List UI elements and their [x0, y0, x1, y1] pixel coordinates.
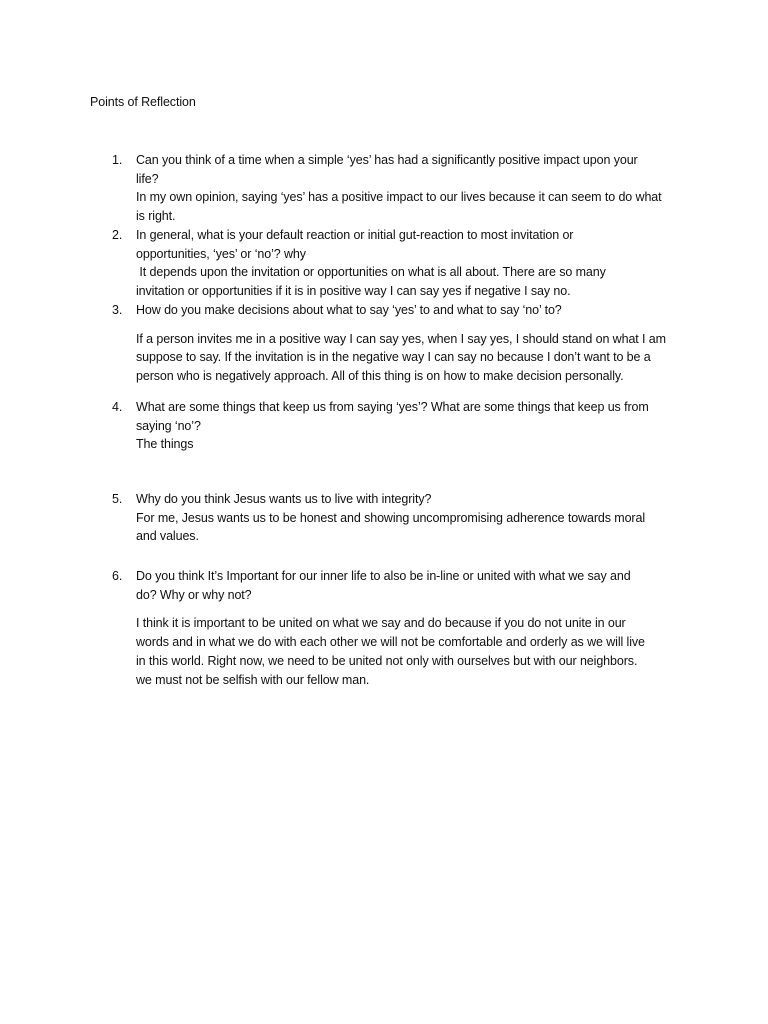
item-number: 5.	[112, 492, 123, 506]
question-line: life?	[136, 171, 159, 186]
item-number: 6.	[112, 569, 123, 583]
item-number: 4.	[112, 400, 123, 414]
question-line: opportunities, ‘yes’ or ‘no’? why	[136, 246, 306, 261]
answer-line: suppose to say. If the invitation is in the negative way I can say no because I don’t want to be a	[136, 350, 651, 365]
item-body	[136, 490, 692, 546]
answer-line: we must not be selfish with our fellow man.	[136, 672, 370, 687]
question-line: do? Why or why not?	[136, 587, 252, 602]
question-line: In general, what is your default reaction or initial gut-reaction to most invitation or	[136, 228, 574, 242]
question-line: What are some things that keep us from saying ‘yes’? What are some things that keep us from	[136, 400, 649, 414]
answer-line: words and in what we do with each other we will not be comfortable and orderly as we will live	[136, 635, 645, 650]
item-body	[136, 226, 692, 301]
answer-line: It depends upon the invitation or opportunities on what is all about. There are so many	[136, 265, 606, 280]
answer-line: For me, Jesus wants us to be honest and showing uncompromising adherence towards moral	[136, 510, 646, 525]
item-body	[136, 151, 692, 226]
answer-line: If a person invites me in a positive way I can say yes, when I say yes, I should stand on what I am	[136, 331, 666, 346]
item-body	[136, 301, 692, 386]
question-line: saying ‘no’?	[136, 418, 201, 433]
answer-line: The things	[136, 437, 194, 452]
question-line: Do you think It’s Important for our inner life to also be in-line or united with what we say and	[136, 569, 631, 583]
document-title: Points of Reflection	[90, 95, 196, 109]
item-number: 3.	[112, 303, 123, 317]
answer-line: is right.	[136, 209, 176, 224]
answer-line: person who is negatively approach. All of this thing is on how to make decision personally.	[136, 369, 624, 384]
answer-line: I think it is important to be united on what we say and do because if you do not unite in our	[136, 616, 626, 631]
answer-line: invitation or opportunities if it is in positive way I can say yes if negative I say no.	[136, 284, 571, 299]
item-body	[136, 398, 692, 454]
answer-line: and values.	[136, 529, 199, 544]
question-line: How do you make decisions about what to say ‘yes’ to and what to say ‘no’ to?	[136, 303, 562, 317]
item-number: 2.	[112, 228, 123, 242]
answer-line: in this world. Right now, we need to be united not only with ourselves but with our neighbors.	[136, 653, 638, 668]
answer-line: In my own opinion, saying ‘yes’ has a positive impact to our lives because it can seem to do what	[136, 190, 662, 205]
item-number: 1.	[112, 153, 123, 167]
item-body	[136, 567, 692, 689]
question-line: Can you think of a time when a simple ‘yes’ has had a significantly positive impact upon your	[136, 153, 638, 167]
question-line: Why do you think Jesus wants us to live with integrity?	[136, 492, 432, 506]
